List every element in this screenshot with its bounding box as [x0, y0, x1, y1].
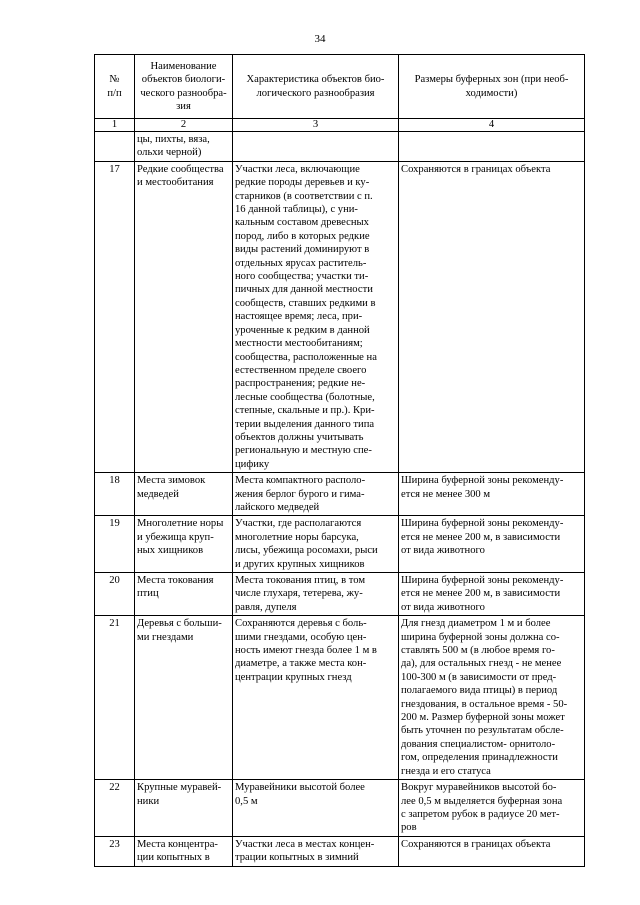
buffer-zone-size: Сохраняются в границах объекта — [399, 161, 585, 472]
column-number: 1 — [95, 119, 135, 132]
row-number: 20 — [95, 573, 135, 616]
object-name: Деревья с больши- ми гнездами — [135, 616, 233, 780]
object-description: Места компактного располо- жения берлог бурого и гима- лайского медведей — [233, 473, 399, 516]
row-number: 19 — [95, 516, 135, 573]
table-body — [95, 55, 585, 867]
object-name: цы, пихты, вяза, ольхи черной) — [135, 132, 233, 162]
object-description: Сохраняются деревья с боль- шими гнездами, особую цен- ность имеют гнезда более 1 м в диаметре, а также места кон- центрации крупных гнезд — [233, 616, 399, 780]
object-name: Крупные муравей- ники — [135, 780, 233, 837]
object-name: Места токования птиц — [135, 573, 233, 616]
buffer-zone-size: Вокруг муравейников высотой бо- лее 0,5 м выделяется буферная зона с запретом рубок в радиусе 20 мет- ров — [399, 780, 585, 837]
table-row — [95, 573, 585, 616]
object-name: Места концентра- ции копытных в — [135, 836, 233, 866]
table-row — [95, 473, 585, 516]
row-number: 17 — [95, 161, 135, 472]
buffer-zone-size: Ширина буферной зоны рекоменду- ется не менее 200 м, в зависимости от вида животного — [399, 573, 585, 616]
table-row — [95, 616, 585, 780]
table-row — [95, 836, 585, 866]
row-number — [95, 132, 135, 162]
object-name: Редкие сообщества и местообитания — [135, 161, 233, 472]
column-number: 2 — [135, 119, 233, 132]
page-number: 34 — [314, 33, 326, 45]
object-description: Участки, где располагаются многолетние норы барсука, лисы, убежища росомахи, рыси и других крупных хищников — [233, 516, 399, 573]
row-number: 21 — [95, 616, 135, 780]
object-description: Участки леса в местах концен- трации копытных в зимний — [233, 836, 399, 866]
row-number: 23 — [95, 836, 135, 866]
buffer-zone-size — [399, 132, 585, 162]
column-number-row — [95, 119, 585, 132]
table-row — [95, 516, 585, 573]
table-header-row — [95, 55, 585, 119]
object-description: Участки леса, включающие редкие породы деревьев и ку- старников (в соответствии с п. 16 данной таблицы), с уни- кальным составом древесных пород, либо в которых редкие виды растений доминируют в отдельных ярусах раститель- ного сообщества; участки ти- пичных для данной местности сообществ, ставших редкими в настоящее время; леса, при- уроченные к редким в данной местности местообитаниям; сообщества, расположенные на естественном пределе своего распространения; редкие не- лесные сообщества (болотные, степные, скальные и пр.). Кри- терии выделения данного типа объектов должны учитывать региональную и местную спе- цифику — [233, 161, 399, 472]
header-number: № п/п — [95, 55, 135, 119]
header-buffer-zone: Размеры буферных зон (при необ- ходимости) — [399, 55, 585, 119]
object-description: Места токования птиц, в том числе глухаря, тетерева, жу- равля, дупеля — [233, 573, 399, 616]
row-number: 22 — [95, 780, 135, 837]
header-characteristics: Характеристика объектов био- логического разнообразия — [233, 55, 399, 119]
column-number: 3 — [233, 119, 399, 132]
header-object-name: Наименование объектов биологи- ческого разнообра- зия — [135, 55, 233, 119]
object-description: Муравейники высотой более 0,5 м — [233, 780, 399, 837]
column-number: 4 — [399, 119, 585, 132]
buffer-zone-size: Сохраняются в границах объекта — [399, 836, 585, 866]
buffer-zone-size: Ширина буферной зоны рекоменду- ется не менее 300 м — [399, 473, 585, 516]
buffer-zone-size: Ширина буферной зоны рекоменду- ется не менее 200 м, в зависимости от вида животного — [399, 516, 585, 573]
row-number: 18 — [95, 473, 135, 516]
object-name: Места зимовок медведей — [135, 473, 233, 516]
table-row — [95, 780, 585, 837]
table-row — [95, 132, 585, 162]
object-description — [233, 132, 399, 162]
table-row — [95, 161, 585, 472]
object-name: Многолетние норы и убежища круп- ных хищников — [135, 516, 233, 573]
buffer-zone-size: Для гнезд диаметром 1 м и более ширина буферной зоны должна со- ставлять 500 м (в любое время го- да), для остальных гнезд - не менее 100-300 м (в зависимости от пред- полагаемого вида птицы) в период гнездования, в остальное время - 50- 200 м. Размер буферной зоны может быть уточнен по результатам обсле- дования специалистом- орнитоло- гом, определения принадлежности гнезда и его статуса — [399, 616, 585, 780]
biodiversity-table — [94, 54, 585, 867]
